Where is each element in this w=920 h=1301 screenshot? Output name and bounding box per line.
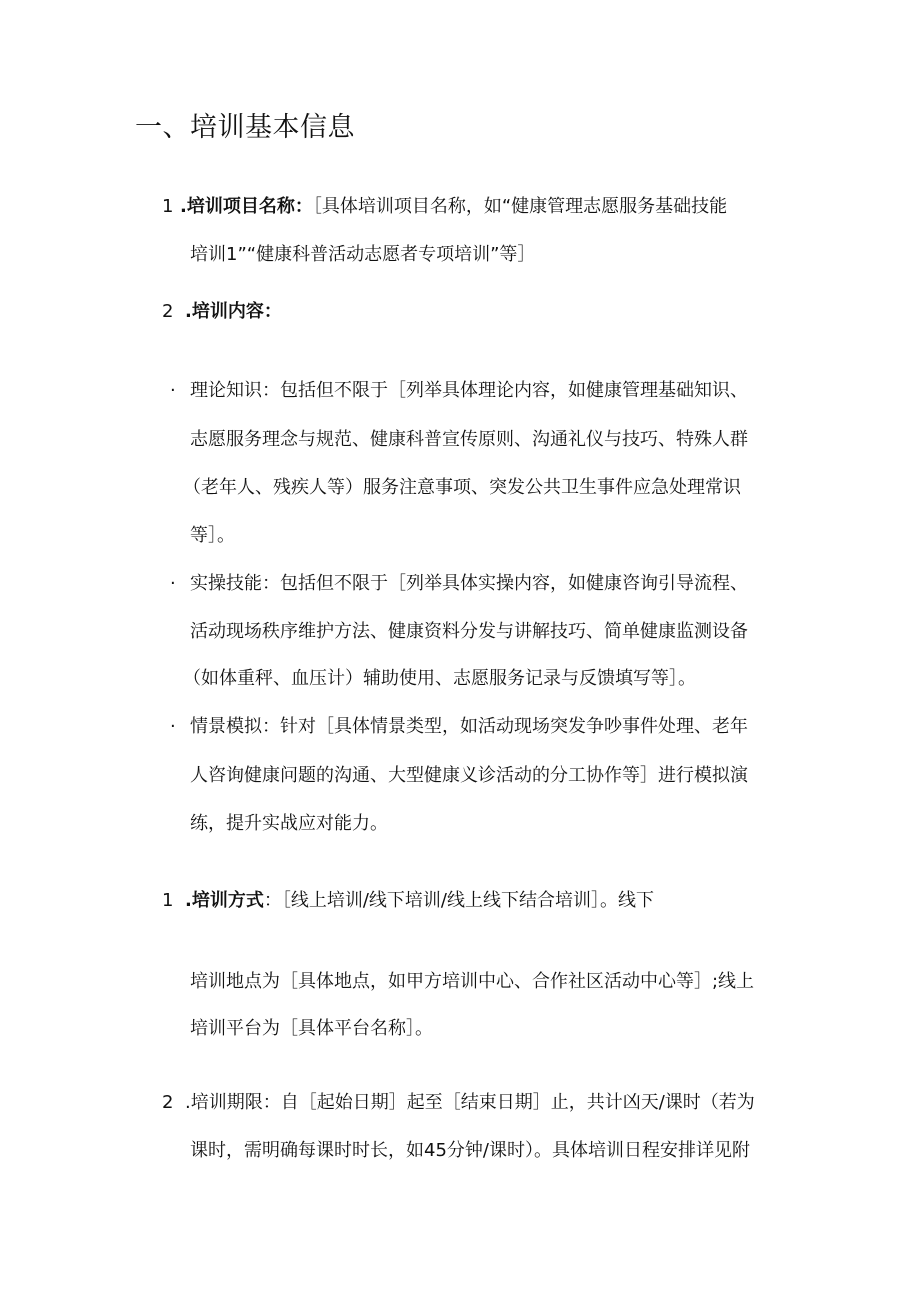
item-text: ［具体培训项目名称，如“健康管理志愿服务基础技能 [312,196,728,217]
bullet-dot: · [170,573,176,594]
bullet-dot: · [170,380,176,401]
item-period-line-2: 课时，需明确每课时时长，如45分钟/课时）。具体培训日程安排详见附 [190,1140,750,1161]
bullet-line: 等］。 [190,525,235,546]
bullet-line: （如体重秤、血压计）辅助使用、志愿服务记录与反馈填写等］。 [183,668,696,689]
bullet-line: 活动现场秩序维护方法、健康资料分发与讲解技巧、简单健康监测设备 [190,621,748,642]
item-project-name-line-1 [180,195,727,219]
bullet-line: （老年人、残疾人等）服务注意事项、突发公共卫生事件应急处理常识 [183,477,741,498]
bullet-line: 练，提升实战应对能力。 [190,813,388,834]
item-number: 2 [162,301,174,322]
item-method-line-2: 培训地点为［具体地点，如甲方培训中心、合作社区活动中心等］;线上 [190,971,755,992]
item-period-line-1: .培训期限：自［起始日期］起至［结束日期］止，共计凶天/课时（若为 [185,1092,755,1113]
item-content-label: .培训内容： [185,301,282,322]
bullet-dot: · [170,716,176,737]
item-method-line-1 [185,889,654,913]
item-number: 1 [162,196,174,217]
bullet-line: 情景模拟：针对［具体情景类型，如活动现场突发争吵事件处理、老年 [190,716,748,737]
bullet-line: 志愿服务理念与规范、健康科普宣传原则、沟通礼仪与技巧、特殊人群 [190,429,748,450]
item-project-name-line-2: 培训1”“健康科普活动志愿者专项培训”等］ [190,244,536,265]
item-label: .培训项目名称： [180,196,313,217]
item-number: 1 [162,890,174,911]
section-heading: 一、培训基本信息 [135,112,355,143]
item-method-line-3: 培训平台为［具体平台名称］。 [190,1018,433,1039]
item-number: 2 [162,1092,174,1113]
bullet-line: 实操技能：包括但不限于［列举具体实操内容，如健康咨询引导流程、 [190,573,748,594]
item-label: .培训方式 [185,890,264,911]
bullet-line: 理论知识：包括但不限于［列举具体理论内容，如健康管理基础知识、 [190,380,748,401]
bullet-line: 人咨询健康问题的沟通、大型健康义诊活动的分工协作等］进行模拟演 [190,765,748,786]
item-text: ：［线上培训/线下培训/线上线下结合培训］。线下 [263,890,654,911]
